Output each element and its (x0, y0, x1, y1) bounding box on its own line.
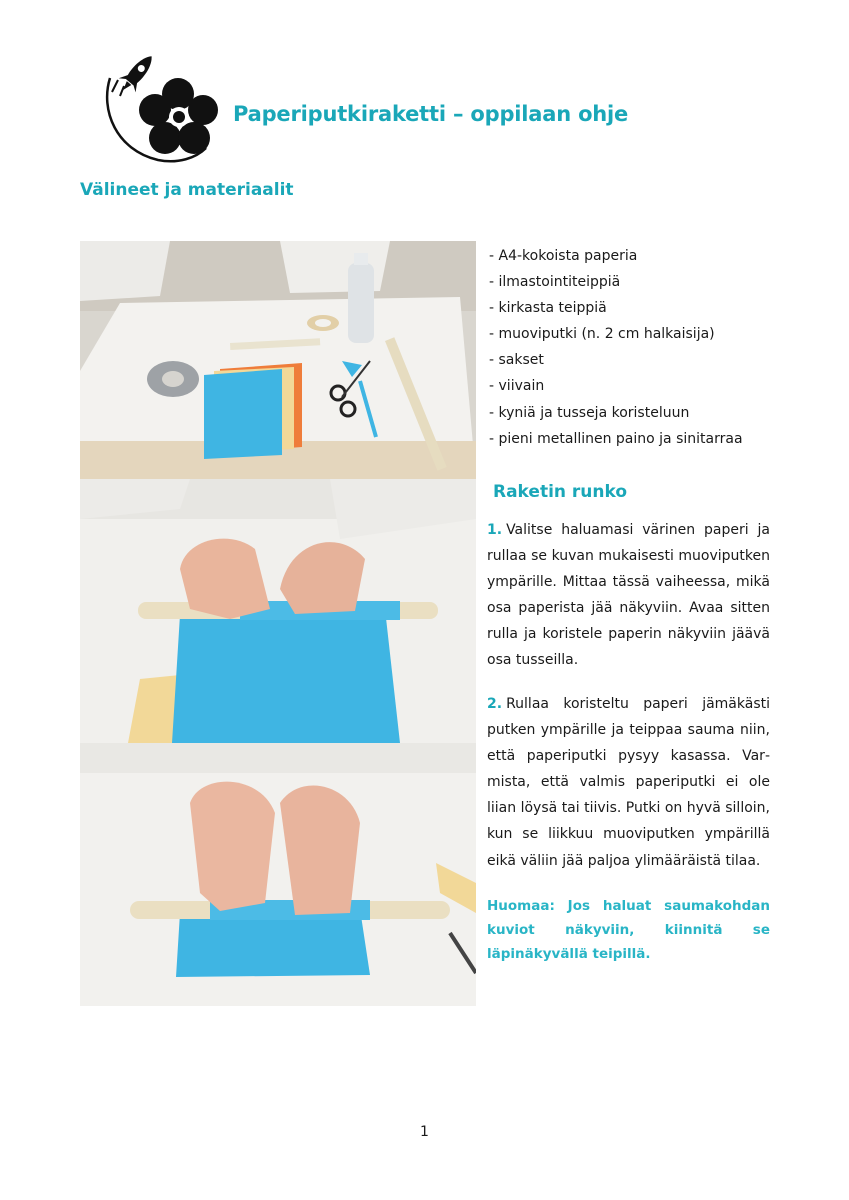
step-number: 2. (487, 696, 503, 712)
page-number: 1 (420, 1124, 429, 1140)
list-item: - muoviputki (n. 2 cm halkaisija) (489, 321, 789, 347)
list-item: - kyniä ja tusseja koristeluun (489, 400, 789, 426)
rocket-body-heading: Raketin runko (493, 482, 628, 502)
materials-list (489, 243, 789, 452)
materials-heading: Välineet ja materiaalit (80, 180, 294, 200)
page-title: Paperiputkiraketti – oppilaan ohje (233, 102, 629, 126)
list-item: - viivain (489, 373, 789, 399)
list-item: - ilmastointiteippiä (489, 269, 789, 295)
step-text: Rullaa koristeltu paperi jämäkästi putken ympärille ja teippaa sauma niin, että paperiputki pysyy kasassa. Varmista, että valmis paperiputki ei ole liian löysä tai tiivis. Putki on hyvä silloin, kun se liikkuu muoviputken ympärillä eikä väliin jää paljoa ylimääräistä tilaa. (487, 696, 770, 869)
rolling-photo-1 (80, 479, 476, 743)
materials-photo (80, 241, 476, 479)
step-text: Valitse haluamasi värinen paperi ja rullaa se kuvan mukaisesti muoviputken ympärille. Mittaa tässä vaiheessa, mikä osa paperista jää näkyviin. Avaa sitten rulla ja koristele paperin näkyviin jäävä osa tusseilla. (487, 522, 770, 669)
step-2 (487, 691, 770, 874)
step-number: 1. (487, 522, 503, 538)
list-item: - pieni metallinen paino ja sinitarraa (489, 426, 789, 452)
rocket-logo-icon (98, 50, 218, 166)
list-item: - A4-kokoista paperia (489, 243, 789, 269)
rolling-photo-2 (80, 743, 476, 1006)
list-item: - kirkasta teippiä (489, 295, 789, 321)
list-item: - sakset (489, 347, 789, 373)
step-1 (487, 517, 770, 674)
note-text: Huomaa: Jos haluat saumakohdan kuviot näkyviin, kiinnitä se läpinäkyvällä teipillä. (487, 898, 770, 962)
